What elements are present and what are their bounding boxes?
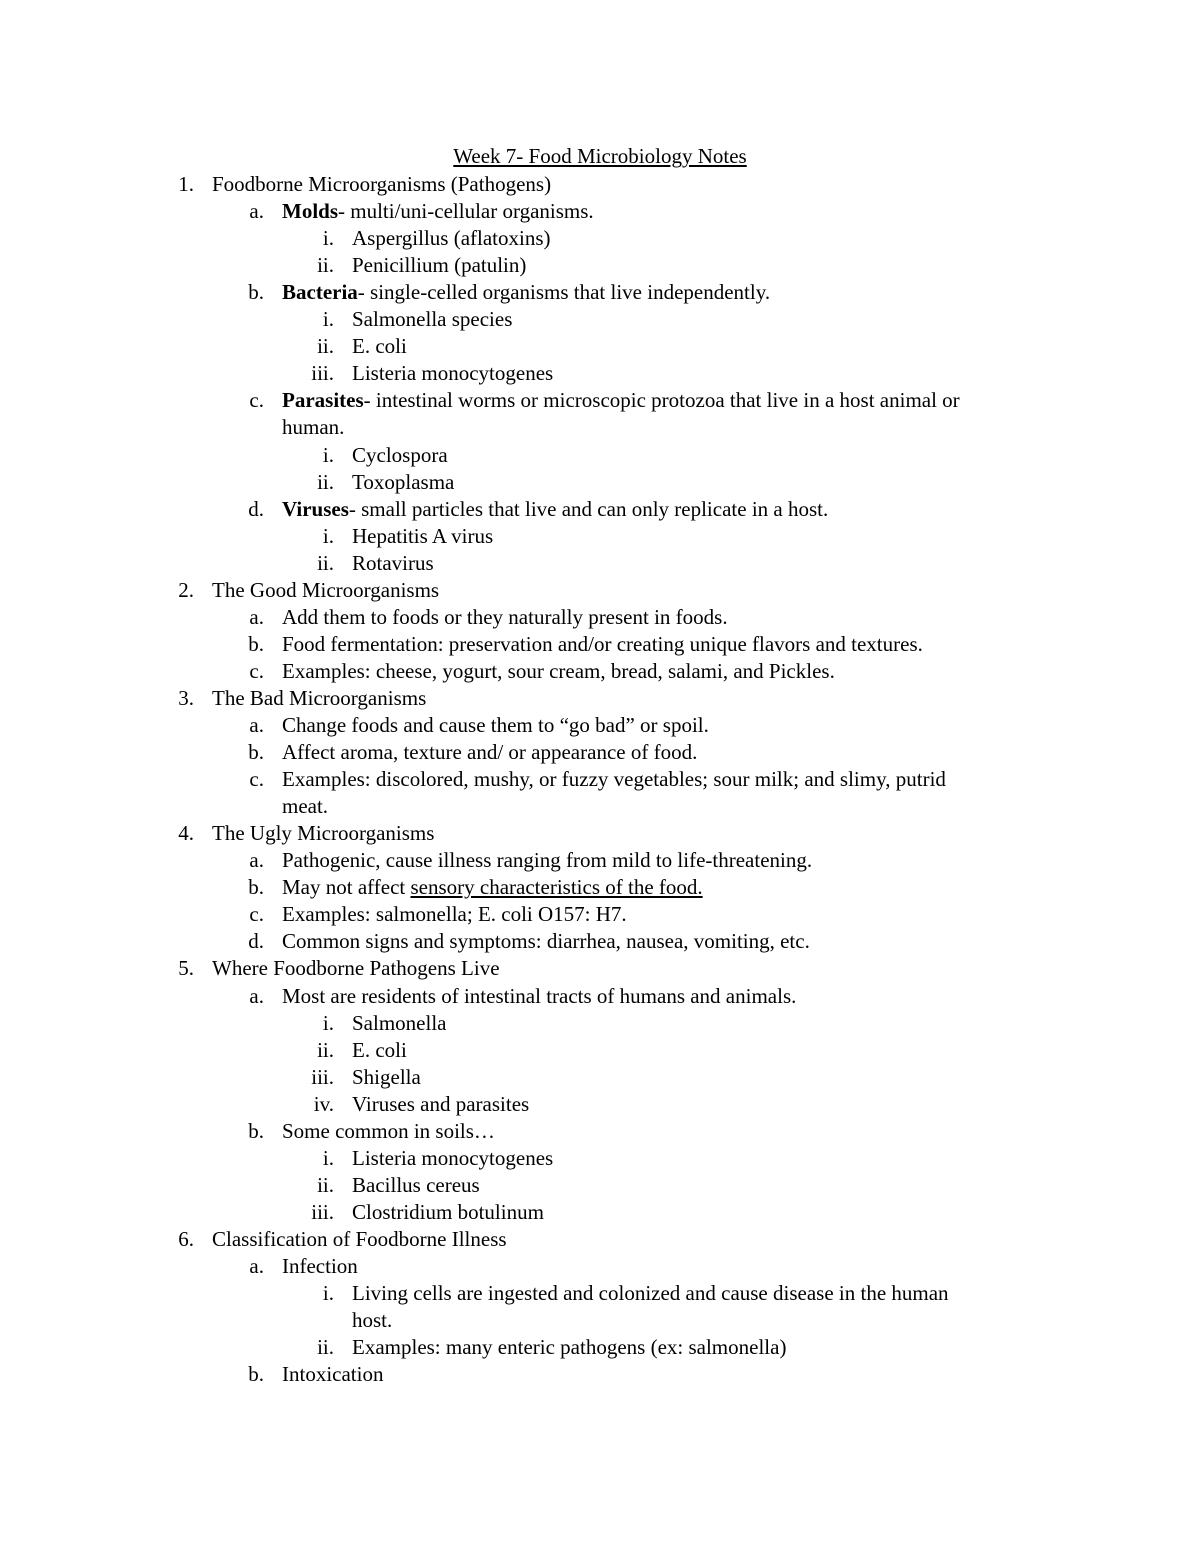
list-marker: i. [322,307,334,332]
list-marker: a. [249,848,264,873]
term-label: Parasites [282,388,364,413]
list-text [352,306,512,333]
list-text [352,360,553,387]
body-text: Rotavirus [352,550,434,575]
body-text: meat. [282,794,329,819]
list-text [282,279,770,306]
body-text: Aspergillus (aflatoxins) [352,226,551,251]
list-marker: 1. [178,172,194,196]
body-text: Listeria monocytogenes [352,361,554,386]
body-text: Examples: many enteric pathogens (ex: salmonella) [352,1335,787,1360]
body-text: Toxoplasma [352,469,455,494]
list-text [352,225,551,252]
list-marker: i. [322,226,334,251]
list-text [282,414,344,441]
list-text [352,469,454,496]
body-text: E. coli [352,334,407,359]
list-marker: i. [322,442,334,467]
list-marker: 6. [178,1226,194,1251]
list-marker: ii. [317,1335,334,1360]
body-text: Salmonella [352,1010,447,1035]
list-text [282,198,594,225]
body-text: - multi/uni-cellular organisms. [338,199,594,224]
list-text [352,333,407,360]
list-text [282,847,812,874]
body-text: Bacillus cereus [352,1172,480,1197]
body-text: Examples: discolored, mushy, or fuzzy vegetables; sour milk; and slimy, putrid [282,767,946,792]
list-text [282,387,960,414]
body-text: Change foods and cause them to “go bad” or spoil. [282,713,709,737]
term-label: Bacteria [282,280,358,305]
list-marker: c. [249,658,264,683]
body-text: Most are residents of intestinal tracts of humans and animals. [282,983,797,1008]
body-text: Some common in soils… [282,1118,495,1143]
body-text: Intoxication [282,1362,384,1387]
list-text [282,631,923,658]
list-marker: c. [249,388,264,413]
list-marker: ii. [317,550,334,575]
list-marker: b. [248,631,264,656]
list-marker: b. [248,1362,264,1387]
list-marker: ii. [317,469,334,494]
list-marker: i. [322,1281,334,1306]
body-text: Salmonella species [352,307,513,332]
underlined-text: sensory characteristics of the food. [410,875,703,900]
list-text [352,442,448,469]
body-text: host. [352,1308,393,1333]
list-text [282,604,728,631]
list-text [352,1280,949,1307]
list-text [212,171,551,198]
list-marker: 2. [178,577,194,602]
list-text [352,1199,544,1226]
body-text: The Good Microorganisms [212,577,440,602]
list-marker: b. [248,280,264,305]
page-title: Week 7- Food Microbiology Notes [453,144,747,168]
body-text: Examples: salmonella; E. coli O157: H7. [282,902,627,927]
list-marker: a. [249,1254,264,1278]
body-text: Affect aroma, texture and/ or appearance of food. [282,740,698,765]
list-marker: ii. [317,253,334,278]
body-text: The Ugly Microorganisms [212,821,435,846]
body-text: Penicillium (patulin) [352,253,527,278]
list-text [282,658,835,685]
body-text: Where Foodborne Pathogens Live [212,956,500,981]
list-text [352,1307,392,1334]
list-text [282,712,709,739]
body-text: Examples: cheese, yogurt, sour cream, bread, salami, and Pickles. [282,658,835,683]
list-marker: b. [248,740,264,765]
list-marker: ii. [317,1037,334,1062]
term-label: Viruses [282,496,349,521]
list-marker: i. [322,1010,334,1035]
list-text [352,1064,421,1091]
list-text [212,685,426,712]
list-text [282,496,828,523]
list-marker: iii. [311,1199,334,1224]
list-text [352,523,493,550]
list-marker: 3. [178,685,194,710]
list-marker: d. [248,496,264,521]
body-text: Food fermentation: preservation and/or creating unique flavors and textures. [282,631,923,656]
list-text [282,928,810,955]
list-text [212,955,500,982]
list-text [352,1334,786,1361]
list-text [282,793,328,820]
list-marker: 5. [178,956,194,981]
list-text [282,766,946,793]
list-text [212,820,434,847]
body-text: Add them to foods or they naturally present in foods. [282,604,728,629]
list-text [282,874,703,901]
list-text [282,1253,358,1280]
list-text [352,1172,480,1199]
body-text: Classification of Foodborne Illness [212,1226,507,1251]
list-marker: b. [248,875,264,900]
list-text [212,1226,507,1253]
list-marker: i. [322,1145,334,1170]
body-text: Pathogenic, cause illness ranging from mild to life-threatening. [282,848,813,873]
list-marker: c. [249,902,264,927]
list-marker: iii. [311,361,334,386]
term-label: Molds [282,199,339,224]
body-text: Infection [282,1254,358,1278]
list-text [352,1145,553,1172]
body-text: Cyclospora [352,442,448,467]
body-text: - small particles that live and can only replicate in a host. [348,496,829,521]
list-marker: ii. [317,1172,334,1197]
body-text: Clostridium botulinum [352,1199,544,1224]
body-text: Hepatitis A virus [352,523,494,548]
list-text [352,1037,407,1064]
list-text [352,1010,446,1037]
body-text: - intestinal worms or microscopic protozoa that live in a host animal or [363,388,960,413]
body-text: Living cells are ingested and colonized and cause disease in the human [352,1281,949,1306]
body-text: Listeria monocytogenes [352,1145,554,1170]
list-marker: a. [249,199,264,224]
list-text [282,739,697,766]
list-marker: b. [248,1118,264,1143]
list-marker: a. [249,713,264,737]
list-marker: i. [322,523,334,548]
body-text: Foodborne Microorganisms (Pathogens) [212,172,552,196]
list-text [352,1091,529,1118]
list-marker: d. [248,929,264,954]
body-text: - single-celled organisms that live independently. [357,280,771,305]
list-text [352,252,526,279]
list-text [352,550,434,577]
list-marker: a. [249,604,264,629]
list-marker: c. [249,767,264,792]
list-marker: iii. [311,1064,334,1089]
body-text: Shigella [352,1064,421,1089]
list-text [282,1361,383,1388]
list-marker: ii. [317,334,334,359]
list-marker: a. [249,983,264,1008]
list-text [282,983,796,1010]
list-marker: 4. [178,821,194,846]
body-text: human. [282,415,345,440]
body-text: Common signs and symptoms: diarrhea, nausea, vomiting, etc. [282,929,810,954]
body-text: May not affect [282,875,411,900]
body-text: The Bad Microorganisms [212,685,427,710]
body-text: E. coli [352,1037,407,1062]
list-text [212,577,439,604]
list-text [282,901,627,928]
list-marker: iv. [313,1091,334,1116]
body-text: Viruses and parasites [352,1091,530,1116]
list-text [282,1118,495,1145]
